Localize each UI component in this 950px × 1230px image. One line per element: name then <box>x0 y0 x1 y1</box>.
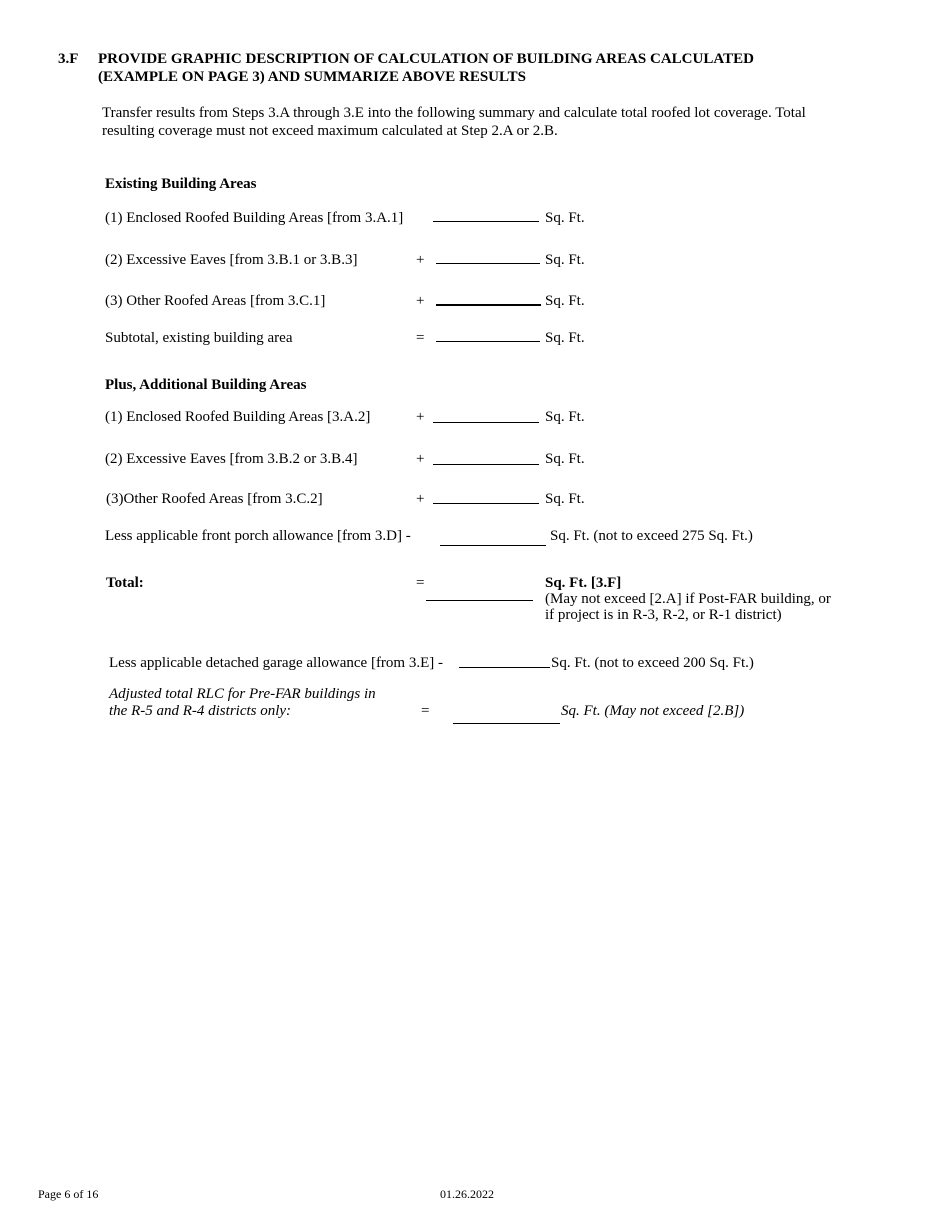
total-label: Total: <box>106 575 144 591</box>
total-unit: Sq. Ft. [3.F] <box>545 575 622 591</box>
additional-row1-input[interactable] <box>433 422 539 423</box>
existing-row2-input[interactable] <box>436 263 540 264</box>
adjusted-label-line1: Adjusted total RLC for Pre-FAR buildings in <box>109 686 376 702</box>
existing-row3-operator: + <box>416 293 425 309</box>
existing-subtotal-input[interactable] <box>436 341 540 342</box>
existing-row3-label: (3) Other Roofed Areas [from 3.C.1] <box>105 293 326 309</box>
adjusted-label-line2: the R-5 and R-4 districts only: <box>109 703 292 719</box>
total-operator: = <box>416 575 425 591</box>
existing-row3-input[interactable] <box>436 304 541 306</box>
porch-allowance-label: Less applicable front porch allowance [from 3.D] - <box>105 528 411 544</box>
additional-row3-label: (3)Other Roofed Areas [from 3.C.2] <box>106 491 323 507</box>
adjusted-operator: = <box>421 703 430 719</box>
footer-date: 01.26.2022 <box>440 1187 494 1201</box>
adjusted-input[interactable] <box>453 723 560 724</box>
additional-heading: Plus, Additional Building Areas <box>105 377 307 393</box>
existing-row1-label: (1) Enclosed Roofed Building Areas [from 3.A.1] <box>105 210 404 226</box>
instructions-line2: resulting coverage must not exceed maximum calculated at Step 2.A or 2.B. <box>102 123 558 139</box>
additional-row3-unit: Sq. Ft. <box>545 491 585 507</box>
additional-row2-operator: + <box>416 451 425 467</box>
existing-row2-unit: Sq. Ft. <box>545 252 585 268</box>
section-title-line2: (EXAMPLE ON PAGE 3) AND SUMMARIZE ABOVE RESULTS <box>98 69 526 85</box>
page-number: Page 6 of 16 <box>38 1187 99 1201</box>
additional-row1-unit: Sq. Ft. <box>545 409 585 425</box>
additional-row2-unit: Sq. Ft. <box>545 451 585 467</box>
total-input[interactable] <box>426 600 533 601</box>
additional-row2-input[interactable] <box>433 464 539 465</box>
section-number: 3.F <box>58 51 79 67</box>
garage-allowance-input[interactable] <box>459 667 550 668</box>
additional-row3-input[interactable] <box>433 503 539 504</box>
garage-allowance-unit: Sq. Ft. (not to exceed 200 Sq. Ft.) <box>551 655 754 671</box>
additional-row1-label: (1) Enclosed Roofed Building Areas [3.A.2] <box>105 409 371 425</box>
existing-row1-unit: Sq. Ft. <box>545 210 585 226</box>
porch-allowance-input[interactable] <box>440 545 546 546</box>
existing-row1-input[interactable] <box>433 221 539 222</box>
existing-subtotal-label: Subtotal, existing building area <box>105 330 293 346</box>
existing-heading: Existing Building Areas <box>105 176 257 192</box>
instructions-line1: Transfer results from Steps 3.A through 3.E into the following summary and calculate total roofed lot coverage. Total <box>102 105 806 121</box>
existing-row2-label: (2) Excessive Eaves [from 3.B.1 or 3.B.3] <box>105 252 358 268</box>
garage-allowance-label: Less applicable detached garage allowance [from 3.E] - <box>109 655 443 671</box>
existing-row3-unit: Sq. Ft. <box>545 293 585 309</box>
additional-row2-label: (2) Excessive Eaves [from 3.B.2 or 3.B.4] <box>105 451 358 467</box>
additional-row1-operator: + <box>416 409 425 425</box>
total-note-line1: (May not exceed [2.A] if Post-FAR building, or <box>545 591 831 607</box>
adjusted-unit: Sq. Ft. (May not exceed [2.B]) <box>561 703 745 719</box>
additional-row3-operator: + <box>416 491 425 507</box>
section-title-line1: PROVIDE GRAPHIC DESCRIPTION OF CALCULATION OF BUILDING AREAS CALCULATED <box>98 51 754 67</box>
existing-subtotal-operator: = <box>416 330 425 346</box>
existing-subtotal-unit: Sq. Ft. <box>545 330 585 346</box>
total-note-line2: if project is in R-3, R-2, or R-1 district) <box>545 607 782 623</box>
existing-row2-operator: + <box>416 252 425 268</box>
porch-allowance-unit: Sq. Ft. (not to exceed 275 Sq. Ft.) <box>550 528 753 544</box>
